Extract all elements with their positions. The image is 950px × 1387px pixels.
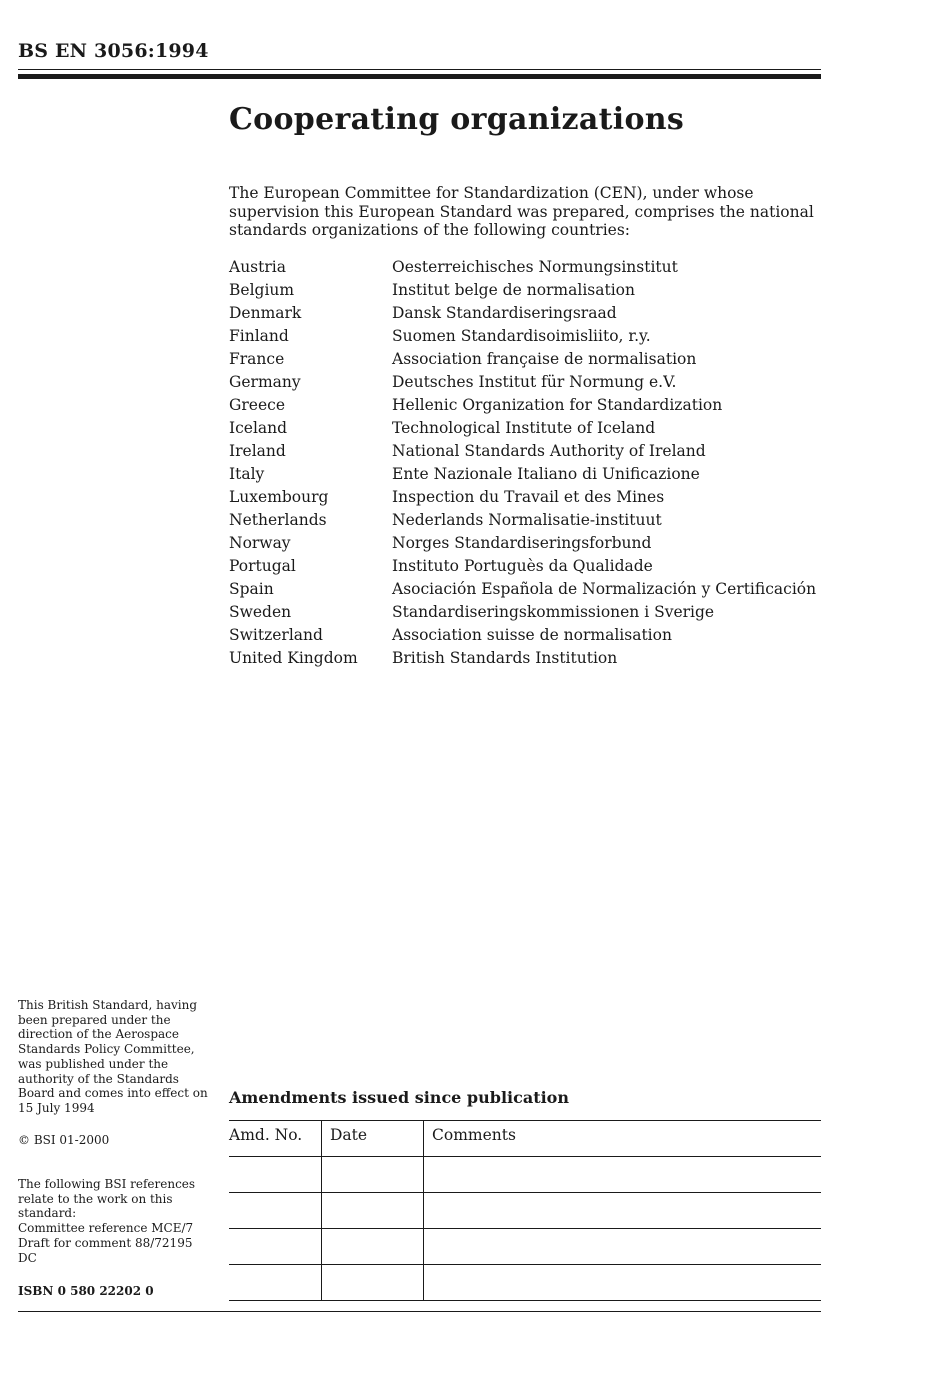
copyright-notice: © BSI 01-2000 [18,1133,110,1147]
amendment-cell [229,1193,322,1229]
country-name: Italy [229,465,265,483]
column-header-amd-no: Amd. No. [229,1121,322,1157]
publication-note-line: Board and comes into effect on [18,1086,208,1101]
publication-note-line: authority of the Standards [18,1071,179,1086]
organization-name: Association suisse de normalisation [392,626,672,644]
organization-name: National Standards Authority of Ireland [392,442,706,460]
amendment-cell [229,1157,322,1193]
amendment-row [229,1265,821,1301]
amendment-cell [229,1229,322,1265]
organization-name: Hellenic Organization for Standardization [392,396,723,414]
publication-note-line: This British Standard, having [18,998,198,1012]
publication-note-line: been prepared under the [18,1012,171,1027]
amendment-cell [424,1229,822,1265]
organization-name: Asociación Española de Normalización y Certificación [392,580,817,598]
organization-row [229,510,816,533]
publication-note [18,998,214,1116]
publication-note-line: was published under the [18,1056,169,1071]
bsi-references [18,1177,214,1265]
organization-name: Institut belge de normalisation [392,281,635,299]
organization-row [229,303,816,326]
organization-name: Norges Standardiseringsforbund [392,534,652,552]
country-name: Norway [229,534,291,552]
organization-name: Association française de normalisation [392,350,697,368]
organization-row [229,349,816,372]
amendment-cell [322,1193,424,1229]
country-name: Finland [229,327,289,345]
publication-note-line: 15 July 1994 [18,1100,95,1115]
organization-row [229,418,816,441]
amendments-header-row [229,1121,821,1157]
organization-name: Instituto Portuguès da Qualidade [392,557,653,575]
organization-row [229,441,816,464]
amendment-row [229,1229,821,1265]
country-name: Switzerland [229,626,323,644]
country-name: Portugal [229,557,296,575]
publication-note-line: direction of the Aerospace [18,1027,179,1042]
country-name: Spain [229,580,274,598]
country-name: Austria [229,258,286,276]
organization-row [229,625,816,648]
organization-row [229,487,816,510]
amendment-cell [424,1265,822,1301]
organization-name: Dansk Standardiseringsraad [392,304,617,322]
column-header-date: Date [322,1121,424,1157]
organization-name: Ente Nazionale Italiano di Unificazione [392,465,700,483]
amendment-cell [424,1193,822,1229]
footer-rule [18,1311,821,1312]
reference-line: relate to the work on this [18,1191,173,1206]
organization-row [229,579,816,602]
header-rule-thick [18,74,821,79]
organization-row [229,602,816,625]
organization-name: Deutsches Institut für Normung e.V. [392,373,677,391]
amendment-cell [322,1229,424,1265]
amendments-heading: Amendments issued since publication [229,1088,569,1107]
amendment-cell [322,1157,424,1193]
country-name: Luxembourg [229,488,329,506]
reference-line: Committee reference MCE/7 [18,1221,194,1236]
country-name: Greece [229,396,285,414]
intro-paragraph: The European Committee for Standardization (CEN), under whose supervision this European Standard was prepared, comprises the national standards organizations of the following countries: [229,184,814,239]
organization-name: British Standards Institution [392,649,618,667]
amendment-cell [424,1157,822,1193]
reference-line: The following BSI references [18,1177,196,1191]
reference-line: standard: [18,1206,77,1221]
organization-name: Oesterreichisches Normungsinstitut [392,258,678,276]
country-name: Denmark [229,304,302,322]
organization-row [229,372,816,395]
document-code: BS EN 3056:1994 [18,40,209,62]
page-title: Cooperating organizations [229,102,685,137]
country-name: Sweden [229,603,292,621]
country-name: Ireland [229,442,286,460]
organization-name: Inspection du Travail et des Mines [392,488,665,506]
organization-name: Suomen Standardisoimisliito, r.y. [392,327,651,345]
publication-note-line: Standards Policy Committee, [18,1042,195,1057]
organization-name: Technological Institute of Iceland [392,419,656,437]
amendments-table [229,1120,821,1301]
country-name: Belgium [229,281,295,299]
country-name: Germany [229,373,301,391]
organization-row [229,257,816,280]
country-name: France [229,350,285,368]
reference-line: Draft for comment 88/72195 DC [18,1235,193,1265]
amendment-cell [322,1265,424,1301]
country-name: Netherlands [229,511,327,529]
organization-row [229,280,816,303]
organization-row [229,464,816,487]
column-header-comments: Comments [424,1121,822,1157]
organization-row [229,648,816,671]
country-name: United Kingdom [229,649,358,667]
organization-row [229,556,816,579]
organization-name: Nederlands Normalisatie-instituut [392,511,662,529]
organizations-list [229,257,816,671]
header-rule-thin [18,69,821,70]
amendment-row [229,1193,821,1229]
amendment-cell [229,1265,322,1301]
organization-row [229,326,816,349]
organization-row [229,395,816,418]
organization-row [229,533,816,556]
country-name: Iceland [229,419,288,437]
amendment-row [229,1157,821,1193]
isbn: ISBN 0 580 22202 0 [18,1284,154,1298]
organization-name: Standardiseringskommissionen i Sverige [392,603,715,621]
